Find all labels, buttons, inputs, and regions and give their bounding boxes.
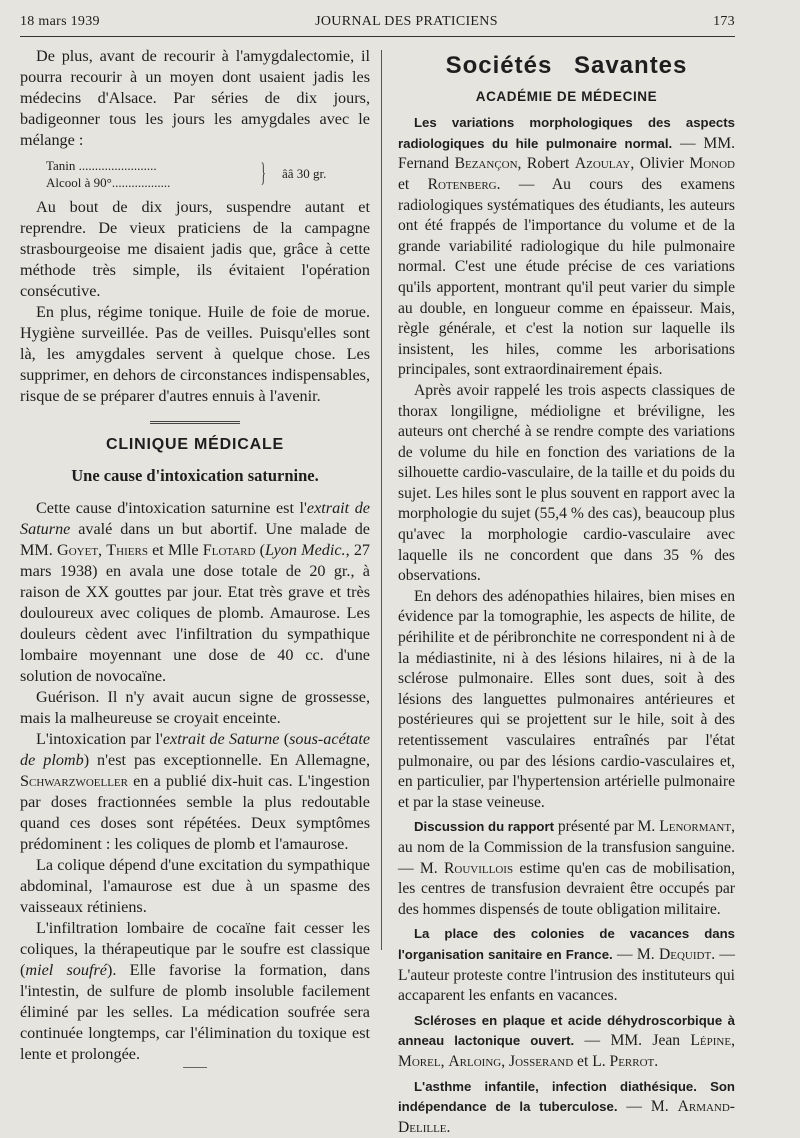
right-column	[398, 46, 735, 1138]
paragraph-colonies: La place des colonies de vacances dans l'organisation sanitaire en France. — M. Dequidt. — L'auteur proteste contre l'intrusion des instituteurs qui accaparent les enfants en vacances.	[398, 924, 735, 1006]
section-title-clinique: CLINIQUE MÉDICALE	[20, 434, 370, 455]
recipe-dose: ââ 30 gr.	[282, 165, 326, 182]
paragraph-en-dehors: En dehors des adénopathies hilaires, bien mises en évidence par la tomographie, les aspects de hilite, de périhilite et de péribronchite ne correspondent ni à de la médiastinite, ni à des lésions hilaires, ni à de la sclérose pulmonaire. Elles sont dues, soit à des lésions des languettes pulmonaires antérieures et postérieures qui se projettent sur le hile, soit à des retentissement vasculaires entraînés par l'état pulmonaire, ou par des lésions cardio-vasculaires et, en particulier, par l'hypertension artérielle pulmonaire et par la stase veineuse.	[398, 587, 735, 814]
paragraph-variations: Les variations morphologiques des aspects radiologiques du hile pulmonaire normal. — MM. Fernand Bezançon, Robert Azoulay, Olivier Monod et Rotenberg. — Au cours des examens radiologiques systématiques des étudiants, les auteurs ont été frappés de l'importance du volume et de la grande variabilité radiologique du hile pulmonaire normal. C'est une étude précise de ces variations qu'ils apportent, montrant qu'il peut varier du simple au double, en longueur comme en épaisseur. Mais, règle générale, et c'est la notion sur laquelle ils insistent, les hiles, comme les arborisations principales, sont extraordinairement épais.	[398, 113, 735, 381]
paragraph-au-bout: Au bout de dix jours, suspendre autant et reprendre. De vieux praticiens de la campagne strasbourgeoise me disaient jadis que, grâce à cette méthode très simple, ils évitaient l'opération consécutive.	[20, 197, 370, 302]
paragraph-intoxication: L'intoxication par l'extrait de Saturne (sous-acétate de plomb) n'est pas exceptionnelle. En Allemagne, Schwarzwoeller en a publié dix-huit cas. L'ingestion par doses fractionnées semble la plus redoutable quand ces doses sont répétées. Deux symptômes prédominent : les coliques de plomb et l'amaurose.	[20, 729, 370, 855]
left-column	[20, 46, 370, 1070]
header-divider	[20, 36, 735, 37]
recipe-line-tanin: Tanin ........................	[46, 157, 256, 174]
recipe-formula	[46, 157, 370, 193]
recipe-line-alcool: Alcool à 90°..................	[46, 174, 256, 191]
header-date: 18 mars 1939	[20, 14, 100, 30]
page-header	[20, 14, 735, 30]
header-page-number: 173	[713, 14, 735, 30]
section-divider	[150, 421, 240, 426]
paragraph-apres-avoir: Après avoir rappelé les trois aspects classiques de thorax longiligne, médioligne et bréviligne, les auteurs ont cherché à se rendre compte des variations de volume du hile en fonction des variations de la silhouette cardio-vasculaire, de la taille et du poids du sujet. Les hiles sont le plus souvent en rapport avec la morphologie du sujet (55,4 % des cas), beaucoup plus qu'avec la morphologie cardio-vasculaire avec laquelle ils ne concordent que dans 35 % des observations.	[398, 381, 735, 587]
paragraph-colique: La colique dépend d'une excitation du sympathique abdominal, l'amaurose est due à un spasme des vaisseaux rétiniens.	[20, 855, 370, 918]
paragraph-asthme: L'asthme infantile, infection diathésique. Son indépendance de la tuberculose. — M. Armand-Delille.	[398, 1077, 735, 1138]
paragraph-guerison: Guérison. Il n'y avait aucun signe de grossesse, mais la malheureuse se croyait enceinte.	[20, 687, 370, 729]
subsection-academie: ACADÉMIE DE MÉDECINE	[398, 87, 735, 108]
recipe-brace: }	[261, 158, 266, 188]
article-title-saturnine: Une cause d'intoxication saturnine.	[20, 465, 370, 486]
paragraph-cause: Cette cause d'intoxication saturnine est l'extrait de Saturne avalé dans un but abortif. Une malade de MM. Goyet, Thiers et Mlle Flotard (Lyon Medic., 27 mars 1938) en avala une dose totale de 20 gr., à raison de XX gouttes par jour. Etat très grave et très douloureux avec coliques de plomb. Amaurose. Les douleurs cèdent avec l'infiltration du sympathique lombaire moyennant une dose de 40 cc. d'une solution de novocaïne.	[20, 498, 370, 687]
column-divider	[381, 50, 382, 950]
paragraph-scleroses: Scléroses en plaque et acide déhydroscorbique à anneau lactonique ouvert. — MM. Jean Lépine, Morel, Arloing, Josserand et L. Perrot.	[398, 1011, 735, 1073]
paragraph-amygdale-intro: De plus, avant de recourir à l'amygdalectomie, il pourra recourir à un moyen dont usaient jadis les médecins d'Alsace. Par séries de dix jours, badigeonner tous les jours les amygdales avec le mélange :	[20, 46, 370, 151]
paragraph-discussion: Discussion du rapport présenté par M. Lenormant, au nom de la Commission de la transfusion sanguine. — M. Rouvillois estime qu'en cas de mobilisation, les centres de transfusion devraient être occupés par des hommes dispensés de toute obligation militaire.	[398, 817, 735, 920]
paragraph-infiltration: L'infiltration lombaire de cocaïne fait cesser les coliques, la thérapeutique par le soufre est classique (miel soufré). Elle favorise la formation, dans l'intestin, de sulfure de plomb insoluble facilement éliminé par les selles. La médication soufrée sera continuée longtemps, car l'élimination du toxique est lente et prolongée.	[20, 918, 370, 1065]
section-title-societes: Sociétés Savantes	[398, 56, 735, 77]
paragraph-regime: En plus, régime tonique. Huile de foie de morue. Hygiène surveillée. Pas de veilles. Puisqu'elles sont là, les amygdales servent à quelque chose. Les supprimer, en dehors de circonstances indispensables, risque de se préparer d'autres ennuis à l'avenir.	[20, 302, 370, 407]
end-rule	[183, 1067, 207, 1068]
header-journal-name: JOURNAL DES PRATICIENS	[315, 14, 498, 30]
